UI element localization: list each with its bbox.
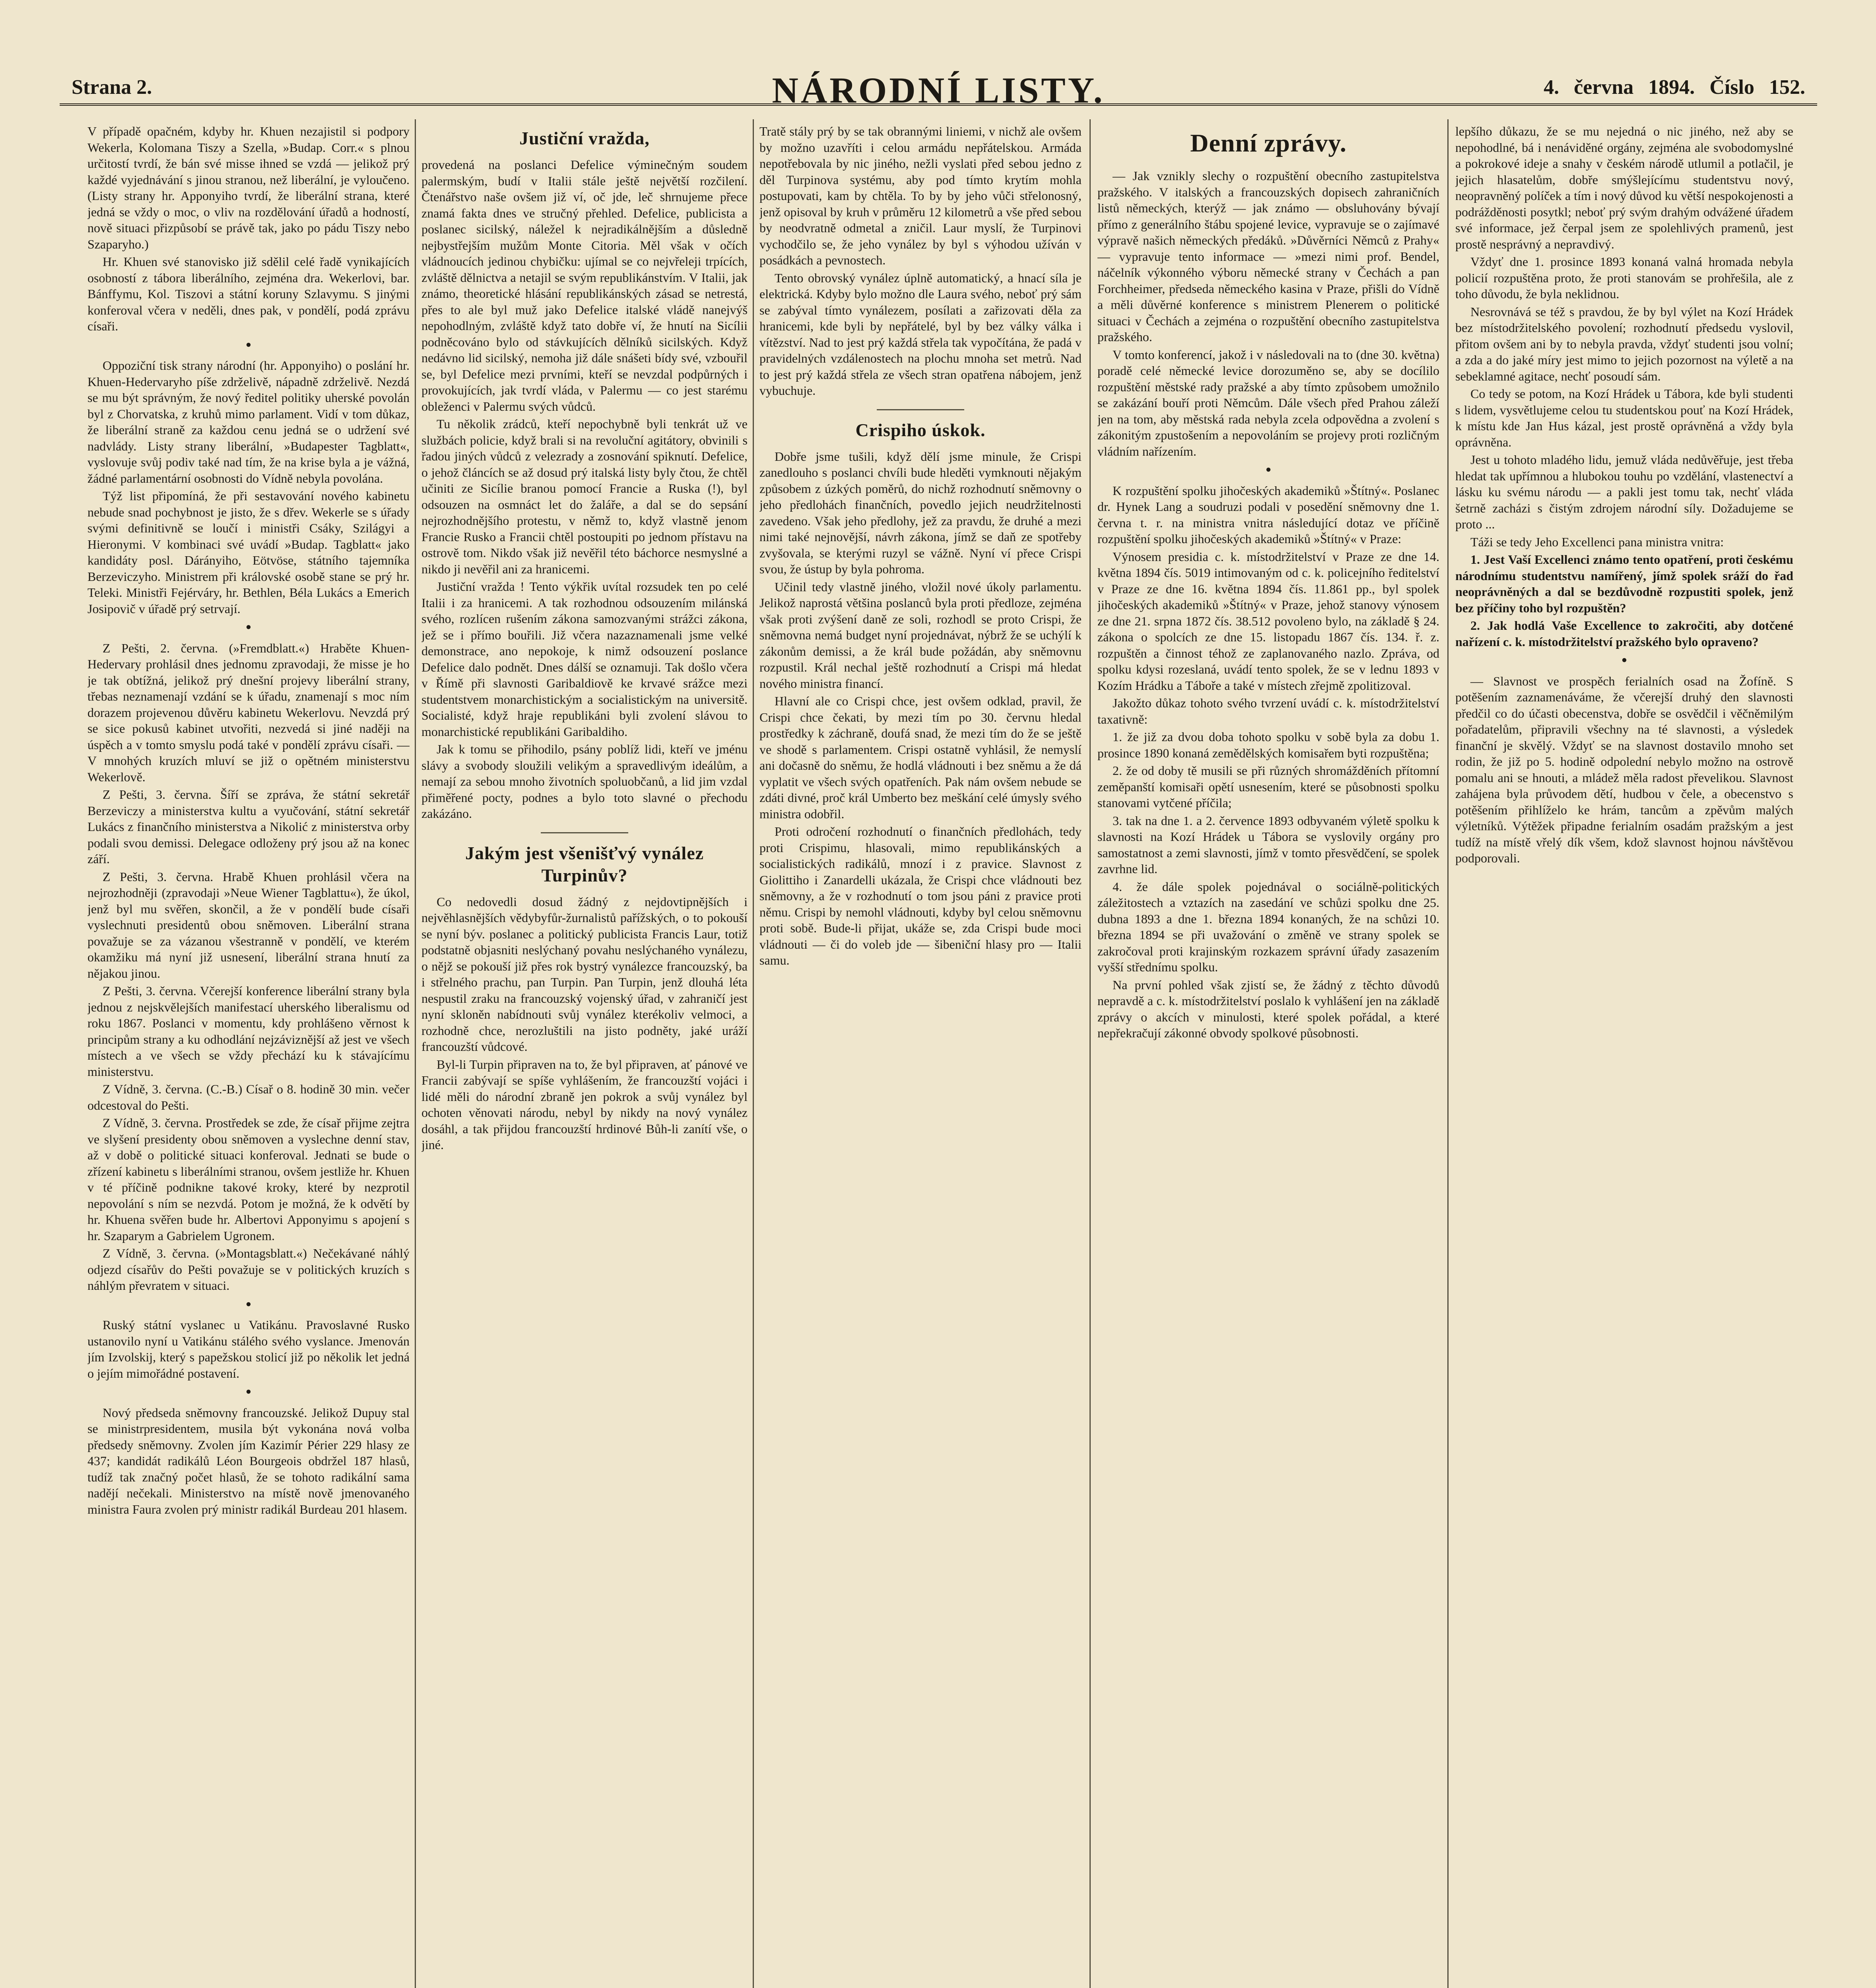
- article-paragraph: lepšího důkazu, že se mu nejedná o nic jiného, než aby se nepohodlné, bá i nenáviděné orgány, zejména ale svobodomyslné a pokrokové ideje a snahy v českém národě utlumil a potlačil, je jejich hlasatelům, dobře smýšlejícímu studentstvu nový, neopravněný políček a tím i nový důvod ku větší nespokojenosti a podrážděnosti posytkl; neboť prý svým drahým odvážené úřadem své informace, jež čerpal jsem ze spolehlivých pramenů, jest prostě nesprávný a nepravdivý.: [1455, 124, 1793, 251]
- issue-number: Číslo 152.: [1709, 76, 1805, 99]
- page-label: Strana 2.: [72, 76, 152, 99]
- article-paragraph: Ruský státní vyslanec u Vatikánu. Pravoslavné Rusko ustanovilo nyní u Vatikánu stálého svého vyslance. Jmenován jím Izvolskij, který s papežskou stolicí již po několik let jedná o jejím mimořádné postavení.: [87, 1318, 410, 1380]
- article-paragraph: Z Pešti, 2. června. (»Fremdblatt.«) Hraběte Khuen-Hedervary prohlásil dnes jednomu zpravodaji, že misse je ho je tak obtížná, jelikož prý dnešní projevy liberální strany, třebas neznamenají vzdání se k úřadu, znamenají s moc ním dorazem projevenou důvěru kabinetu Wekerlovu. Nevzdá prý se sice pokusů kabinet utvořiti, nezvedá si jiné naději na úspěch a v tomto smyslu podá také v pondělí zprávu císaři. — V mnohých kruzích mluví se již o opětném ministerstvu Wekerlově.: [87, 641, 410, 784]
- column-rule: [415, 119, 416, 1988]
- section-rule: [877, 409, 964, 410]
- article-heading: Jakým jest všenišťvý vynález Turpinův?: [465, 843, 704, 885]
- article-paragraph: Byl-li Turpin připraven na to, že byl připraven, ať pánové ve Francii zabývají se spíše vyhlášením, že francouzští vojáci i lidé měli do národní zbraně jen pokrok a svůj vynález byl ochoten věnovati národu, nebyl by nikdy na nový vynález dosáhl, a tak přijdou francouzští hrdinové Bůh-li zanítí vše, o jiné.: [421, 1057, 748, 1152]
- article-paragraph: Hlavní ale co Crispi chce, jest ovšem odklad, pravil, že Crispi chce čekati, by mezi tím po 30. červnu hledal prostředky k záchraně, doufá snad, že mezi tím do že se ještě ve shodě s parlamentem. Crispi ostatně vyhlásil, že nemyslí ani dočasně do sněmu, že hodlá vládnouti i bez sněmu a že dá vyplatit ve všech svých opatřeních. Pak nám ovšem nebude se zdáti divné, proč král Umberto bez meškání celé úmysly svého ministra odobřil.: [759, 694, 1082, 821]
- article-paragraph: provedená na poslanci Defelice výminečným soudem palermským, budí v Italii stále ještě největší rozčilení. Čtenářstvo naše ovšem již ví, oč jde, leč shrnujeme přece znamá fakta dnes ve stručný přehled. Defelice, publicista a poslanec sicilský, náležel k nejradikálnějším a důsledně nejbystřejším mužům Monte Citoria. Měl však v očích vládnoucích jedinou chybičku: ujímal se co nejvřeleji trpících, zvláště dělnictva a netajil se svým republikánstvím. V Italii, jak známo, theoretické hlásání republikánských zásad se netrestá, přes to ale byl muž jako Defelice italské vládě nanejvýš nepohodlným, zvláště když tato dobře ví, že hnutí na Sicílii podněcováno bylo od stávkujících dělníků sicilských. Když nedávno lid sicilský, nemoha již dále snášeti bídy své, vzbouřil se, byl Defelice mezi prvními, kteří se nevzdal podpůrných i provokujících, jak tvrdí vláda, v Palermu — co jest starému obleženci v Palermu svých vůdců.: [421, 157, 748, 414]
- article-paragraph: 1. že již za dvou doba tohoto spolku v sobě byla za dobu 1. prosince 1890 konaná zemědělských komisařem byti rozpuštěna;: [1097, 730, 1439, 760]
- column-1: [87, 123, 410, 1988]
- article-paragraph: Táži se tedy Jeho Excellenci pana ministra vnitra:: [1470, 534, 1724, 549]
- article-paragraph: Co tedy se potom, na Kozí Hrádek u Tábora, kde byli studenti s lidem, vysvětlujeme celou tu studentskou pouť na Kozí Hrádek, k místu kde Jan Hus kázal, jest prostě oprávněná a vždy byla oprávněna.: [1455, 386, 1793, 449]
- article-paragraph: Na první pohled však zjistí se, že žádný z těchto důvodů nepravdě a c. k. místodržitelství poslalo k vyhlášení jen na základě zprávy o akcích v minulosti, které spolek pořádal, a které nepřekračují zákonné obvody spolkové působnosti.: [1097, 977, 1439, 1040]
- article-paragraph: K rozpuštění spolku jihočeských akademiků »Štítný«. Poslanec dr. Hynek Lang a soudruzi podali v posedění sněmovny dne 1. června t. r. na ministra vnitra následující dotaz ve příčině rozpuštění spolku jihočeských akademiků »Štítný« v Praze:: [1097, 483, 1439, 546]
- article-paragraph: Jakožto důkaz tohoto svého tvrzení uvádí c. k. místodržitelství taxativně:: [1097, 696, 1439, 726]
- article-paragraph: Z Vídně, 3. června. (C.-B.) Císař o 8. hodině 30 min. večer odcestoval do Pešti.: [87, 1082, 410, 1112]
- section-heading: Denní zprávy.: [1190, 129, 1347, 157]
- article-paragraph: Tento obrovský vynález úplně automatický, a hnací síla je elektrická. Kdyby bylo možno dle Laura svého, neboť prý sám se zabýval tímto vynálezem, posílati a zařizovati děla za hranicemi, kde byli by nepřátelé, byl by bez války válka i vítězství. Nad to jest prý každá střela tak vypočítána, že padá v pravidelných vzdálenostech na plochu mnoha set metrů. Nad to jest prý každá střela ze všech stran opatřena nábojem, jenž vybuchuje.: [759, 270, 1082, 398]
- section-rule: [541, 832, 628, 833]
- article-paragraph: Oppoziční tisk strany národní (hr. Apponyiho) o poslání hr. Khuen-Hedervaryho píše zdrželivě, nápadně zdrželivě. Nezdá se mu být správným, že nový ředitel politiky uherské povolán byl z Chorvatska, z kruhů mimo parlament. Vidí v tom důkaz, že liberální straně za každou cenu jedná se o udržení své nadvlády. Listy strany liberální, »Budapester Tagblatt«, vyslovuje svůj podiv také nad tím, že na krise byla a je vážná, žádné parlamentární osobnosti do Vídně nebyla povolána.: [87, 358, 410, 485]
- newspaper-title: NÁRODNÍ LISTY.: [772, 70, 1105, 111]
- issue-date: 4. června 1894.: [1544, 76, 1695, 99]
- article-heading: Justiční vražda,: [519, 128, 650, 148]
- article-paragraph: Týž list připomíná, že při sestavování nového kabinetu nebude snad pochybnost je jisto, že s dřev. Wekerle se s úřady svými definitivně se loučí i ministři Csáky, Szilágyi a Hieronymi. V kombinaci své uvádí »Budap. Tagblatt« jako kandidáty posl. Dárányiho, Eötvöse, státního tajemníka Berzeviczyho. Ministrem při královské osobě stane se prý hr. Teleki. Ministři Fejérváry, hr. Bethlen, Béla Lukács a Emerich Josipovič v úřadě prý setrvají.: [87, 489, 410, 616]
- article-paragraph: V případě opačném, kdyby hr. Khuen nezajistil si podpory Wekerla, Kolomana Tiszy a Szella, »Budap. Corr.« s plnou určitostí tvrdí, že bán své misse ihned se vzdá — jelikož prý každé vyjednávání s jinou stranou, než liberální, je vyloučeno. (Listy strany hr. Apponyiho tvrdí, že liberální strana, které jedná se vždy o moc, o vliv na rozdělování úřadů a hodností, nově situaci přizpůsobí se právě tak, jako po pádu Tiszy nebo Szaparyho.): [87, 124, 410, 251]
- column-rule: [753, 119, 754, 1988]
- column-4: [1097, 123, 1439, 1988]
- article-paragraph: Tratě stály prý by se tak obrannými liniemi, v nichž ale ovšem by možno uzavříti i celou armádu nepřátelskou. Armáda nepotřebovala by nic jiného, nežli vyslati před sebou jedno z děl Turpinova systému, aby pod tímto krytím mohla postupovati, kam by chtěla. To by by jeho vůči střelonosný, jenž opisoval by kruh v průměru 12 kilometrů a vše před sebou by neodvratně odmetal a zničil. Laur myslí, že Turpinovi vychodčilo se, že jeho vynález by byl s výhodou užíván v posádkách a pevnostech.: [759, 124, 1082, 267]
- section-separator: ●: [1265, 464, 1272, 475]
- section-separator: ●: [245, 1386, 252, 1397]
- article-paragraph: Nesrovnává se též s pravdou, že by byl výlet na Kozí Hrádek bez místodržitelského povolení; rozhodnutí předsedu vyslovil, přitom ovšem ani by to nebyla pravda, vždyť studenti jsou volní; a zda a do jaké míry jest mimo to jejich pozornost na výletě a na sebeklamné agitace, nechť posoudí sám.: [1455, 304, 1793, 383]
- section-separator: ●: [245, 339, 252, 350]
- article-paragraph: Z Pešti, 3. června. Šíří se zpráva, že státní sekretář Berzeviczy a ministerstva kultu a vyučování, státní sekretář Lukács z finančního ministerstva a Nikolić z ministerstva orby podali svou demissi. Delegace odloženy prý jsou až na konec září.: [87, 787, 410, 866]
- article-paragraph: Justiční vražda ! Tento výkřik uvítal rozsudek ten po celé Italii i za hranicemi. A tak rozhodnou odsouzením milánská svého, rozlícen rušením zákona samozvanými strážci zákona, jež se i přímo bouřili. Již včera nazaznamenali jsme velké demonstrace, ano nepokoje, k nimž odsouzení poslance Defelice dalo podnět. Dnes dálší se oznamuji. Tak došlo včera v Římě při slavnosti Garibaldiově ke krvavé srážce mezi studentstvem monarchistickým a socialistickým na universitě. Socialisté, když hraje republikáni byli zvolení slávou to monarchistické republikáni Garibaldiho.: [421, 579, 748, 739]
- article-paragraph: 1. Jest Vaší Excellenci známo tento opatření, proti českému národnímu studentstvu namířený, jímž spolek sráží do řad neoprávněných a dal se bezdůvodně rozpustiti spolek, jenž bez příčiny toho byl rozpuštěn?: [1455, 552, 1793, 615]
- section-separator: ●: [1621, 655, 1627, 665]
- section-separator: ●: [245, 622, 252, 632]
- article-paragraph: Hr. Khuen své stanovisko již sdělil celé řadě vynikajících osobností z tábora liberálního, zejména dra. Wekerlovi, bar. Bánffymu, Kol. Tiszovi a státní koruny Szlavymu. S jinými konferoval včera v neděli, dnes pak, v pondělí, podá zprávu císaři.: [87, 254, 410, 333]
- article-paragraph: 2. Jak hodlá Vaše Excellence to zakročiti, aby dotčené nařízení c. k. místodržitelství pražského bylo opraveno?: [1455, 618, 1793, 649]
- article-paragraph: Co nedovedli dosud žádný z nejdovtipnějších i nejvěhlasnějších vědybyfůr-žurnalistů pařížských, o to pokouší se nyní býv. poslanec a politický publicista Francis Laur, totiž podstatně objasniti neslýchaný povahu neslýchaného vynálezu, o nějž se pokouší již přes rok bystrý vynálezce francouzský, ba i střelného prachu, pan Turpin. Pan Turpin, jenž dlouhá léta nespustil zraku na francouzský vojenský úřad, v zahraničí jest nyní skloněn nabídnouti svůj vynález kterékoliv velmoci, a rozhodně chce, nerozluštili na jisto podněty, jaké uráží francouzští vůdcové.: [421, 894, 748, 1054]
- article-paragraph: Z Vídně, 3. června. Prostředek se zde, že císař přijme zejtra ve slyšení presidenty obou sněmoven a vyslechne denní stav, až v době o politické situaci konferoval. Jednati se bude o zřízení kabinetu s liberálními stranou, ovšem jestliže hr. Khuen v té příčině podnikne takové kroky, které by nezprotil nepovolání s ním se nezvdá. Potom je možná, že k odvětí by hr. Khuena svěřen bude hr. Albertovi Apponyimu s apojení s hr. Szaparym a Gabrielem Ugronem.: [87, 1116, 410, 1243]
- article-paragraph: — Slavnost ve prospěch ferialních osad na Žofíně. S potěšením zaznamenáváme, že včerejší druhý den slavnosti předčil co do účasti obecenstva, dobře se osvědčil i věčněmilým pořadatelům, připravili všechny na té slavnosti, a výsledek finanční je skvělý. Vždyť se na slavnost dostavilo mnoho set rodin, že již po 5. hodině odpolední nebylo možno na ostrově pomalu ani se hnouti, a mládež měla radost převelikou. Slavnost zahájena byla průvodem dětí, hudbou v čele, a obecenstvo s potěšením přihlíželo ke hrám, tancům a zpěvům malých výletníků. Výtěžek připadne ferialním osadám pražským a jest tudíž na místě vřelý dík všem, kdož slavnost hojnou návštěvou podporovali.: [1455, 674, 1793, 865]
- article-paragraph: Jak k tomu se přihodilo, psány poblíž lidi, kteří ve jménu slávy a svobody sloužili velikým a spravedlivým ideálům, a nemají za sebou mnoho životních spoluobčanů, a lid jim vzdal přiměřené pocty, podnes a bylo toto slavné o přechodu zakázáno.: [421, 742, 748, 821]
- column-5: [1455, 123, 1793, 1988]
- article-paragraph: Tu několik zrádců, kteří nepochybně byli tenkrát už ve službách policie, když brali si na revoluční agitátory, obvinili s řadou jiných vůdců z velezrady a zosnování spiknutí. Defelice, o jehož článcích se až dosud prý italská listy byly čtou, že chtěl učiniti ze Sicílie branou pomocí Francie a Ruska (!), byl odsouzen na osmnáct let do žaláře, a dal se do sepsání nejrozhodnějšího protestu, v němž to, když vlastně jenom Francie Rusko a Francii chtěl postoupiti po jednom přístavu na ostrově tom. Nikdo však již nevěřil této báchorce nesmyslné a nikdo ji nevěřil ani za hranicemi.: [421, 417, 748, 576]
- column-3: [759, 123, 1082, 1988]
- article-paragraph: Vždyť dne 1. prosince 1893 konaná valná hromada nebyla policií rozpuštěna proto, že proti stanovám se prohřešila, ale z toho důvodu, že byla neklidnou.: [1455, 254, 1793, 301]
- column-rule: [1447, 119, 1449, 1988]
- article-paragraph: V tomto konferencí, jakož i v následovali na to (dne 30. května) poradě celé německé levice dorozuměno se, aby se docílilo rozpuštění městské rady pražské a aby tímto způsobem umožnilo se zakázání bouří proti Němcům. Dále všech před Prahou záleží jen na tom, aby městská rada nebyla zcela odpovědna a zvolení s zákonitým zpustošením a nepovoláním se projevy proti rozličným vládním nařízením.: [1097, 347, 1439, 458]
- article-paragraph: Učinil tedy vlastně jiného, vložil nové úkoly parlamentu. Jelikož naprostá většina poslanců byla proti předloze, zejména však proti zvýšení daně ze soli, rozhodl se proto Crispi, že sněmovna nemá budget nyní projednávat, nýbrž že se uchýlí k zákonům demissi, a že král bude požádán, aby sněmovnu rozpustil. Král nechal ještě rozhodnutí a Crispi má hledat nového ministra financí.: [759, 579, 1082, 691]
- article-paragraph: Dobře jsme tušili, když dělí jsme minule, že Crispi zanedlouho s poslanci chvíli bude hleděti vymknouti nějakým způsobem z úzkých poměrů, do nichž rozhodnutí sněmovny o jeho předlohách finančních, povedlo jejich neudržitelnosti zavedeno. Však jeho předlohy, jež za pravdu, že druhé a mezi nimi také nejnovější, návrh zákona, jímž se daň ze spotřeby zvyšovala, se kterými ruzyl se vážně. Nyní ví přece Crispi svou, že ústup by byla pohroma.: [759, 449, 1082, 576]
- masthead: [60, 60, 1817, 111]
- article-paragraph: Nový předseda sněmovny francouzské. Jelikož Dupuy stal se ministrpresidentem, musila být vykonána nová volba předsedy sněmovny. Zvolen jím Kazimír Périer 229 hlasy ze 437; kandidát radikálů Léon Bourgeois obdržel 187 hlasů, tudíž tak značný počet hlasů, že se tohoto radikální sama nadějí nečekali. Ministerstvo na místě nově jmenovaného ministra Faura zvolen prý ministr radikál Burdeau 201 hlasem.: [87, 1405, 410, 1516]
- article-paragraph: 3. tak na dne 1. a 2. července 1893 odbyvaném výletě spolku k slavnosti na Kozí Hrádek u Tábora se vyslovily orgány pro samostatnost a zemi slavnosti, jímž v tomto přesvědčení, se spolek zavrhne lid.: [1097, 813, 1439, 876]
- section-separator: ●: [245, 1299, 252, 1309]
- article-heading: Crispiho úskok.: [855, 419, 986, 440]
- article-paragraph: Výnosem presidia c. k. místodržitelství v Praze ze dne 14. května 1894 čís. 5019 intimovaným od c. k. policejního ředitelství v Praze ze dne 16. května 1894 čís. 11.861 pp., byl spolek jihočeských akademiků »Štítný« v Praze, jehož stanovy výnosem ze dne 21. srpna 1872 čís. 38.512 povoleno bylo, na základě § 24. zákona o spolcích ze dne 15. listopadu 1867 čís. 134. ř. z. rozpuštěn a činnost téhož ze zaplanovaného nazlo. Zpráva, od spolku kdysi rozeslaná, uvádí tento spolek, že se v lednu 1893 v Kozím Hrádku a Táboře a také v místech zřejmě zpolitizoval.: [1097, 549, 1439, 693]
- issue-info: [1544, 76, 1805, 99]
- article-paragraph: 4. že dále spolek pojednával o sociálně-politických záležitostech a vztazích na zasedání ve schůzi spolku dne 25. dubna 1893 a dne 1. března 1894 konaných, že na schůzi 10. března 1894 se při uvažování o změně ve strany spolek se zakročoval proti krajinským rozkazem správní úřady zasazením vyšší střednímu spolku.: [1097, 879, 1439, 974]
- column-2: [421, 123, 748, 1988]
- article-paragraph: 2. že od doby tě musili se při různých shromážděních přítomní zeměpanští komisaři opětí usnesením, které se působnosti spolku stanovami vytčené příčila;: [1097, 763, 1439, 810]
- article-paragraph: Proti odročení rozhodnutí o finančních předlohách, tedy proti Crispimu, hlasovali, mimo republikánských a socialistických radikálů, mnozí i z pravice. Slavnost z Giolittiho i Zanardelli ukázala, že Crispi chce vládnouti bez sněmovny, a že v rozhodnutí o tom jsou páni z pravice proti němu. Crispi by nemohl vládnouti, kdyby byl celou sněmovnu proti sobě. Bude-li přijat, ukáže se, zda Crispi bude moci vládnouti — či do voleb jde — šibeniční hlasy pro — Italii samu.: [759, 824, 1082, 967]
- article-paragraph: Z Vídně, 3. června. (»Montagsblatt.«) Nečekávané náhlý odjezd císařův do Pešti považuje se v politických kruzích s náhlým převratem v situaci.: [87, 1246, 410, 1293]
- article-paragraph: — Jak vznikly slechy o rozpuštění obecního zastupitelstva pražského. V italských a francouzských dopisech zahraničních listů německých, kterýž — jak známo — obsluhovány bývají přímo z generálního štábu spojené levice, vypravuje se o zajímavé výpravě našich německých předáků. »Důvěrníci Němců z Prahy« — vypravuje tento informace — »mezi nimi prof. Bendel, náčelník výkonného výboru německé strany v Čechách a pan Forchheimer, předseda německého kasina v Praze, přišli do Vídně a měli důvěrné konference s ministrem Plenerem o politické situaci v Čechách a zejména o rozpuštění obecního zastupitelstva pražského.: [1097, 169, 1439, 344]
- article-paragraph: Z Pešti, 3. června. Hrabě Khuen prohlásil včera na nejrozhodněji (zpravodaji »Neue Wiener Tagblattu«), že úkol, jenž byl mu svěřen, skončil, a že v pondělí bude císaři vyslechnuti presidentů obou sněmoven. Liberální strana považuje se za vázanou všestranně v pondělí, ve kterém okamžiku má nyní již usnesení, liberální strana hnutí za nějakou jinou.: [87, 869, 410, 980]
- article-paragraph: Z Pešti, 3. června. Včerejší konference liberální strany byla jednou z nejskvělejších manifestací uherského liberalismu od roku 1867. Poslanci v momentu, kdy prohlášeno věrnost k principům strany a ku odhodlání nejzáviznější až jest ve všech místech a ve všech se vždy přechází ku k stávajícímu ministerstvu.: [87, 984, 410, 1079]
- column-rule: [1089, 119, 1091, 1988]
- article-paragraph: Jest u tohoto mladého lidu, jemuž vláda nedůvěřuje, jest třeba hledat tak upřímnou a hlubokou touhu po vzdělání, vlastenectví a lásku ku svému národu — a pakli jest tomu tak, nechť vláda šetrně zacházi s čistým zdrojem národní síly. Dožadujeme se proto ...: [1455, 452, 1793, 531]
